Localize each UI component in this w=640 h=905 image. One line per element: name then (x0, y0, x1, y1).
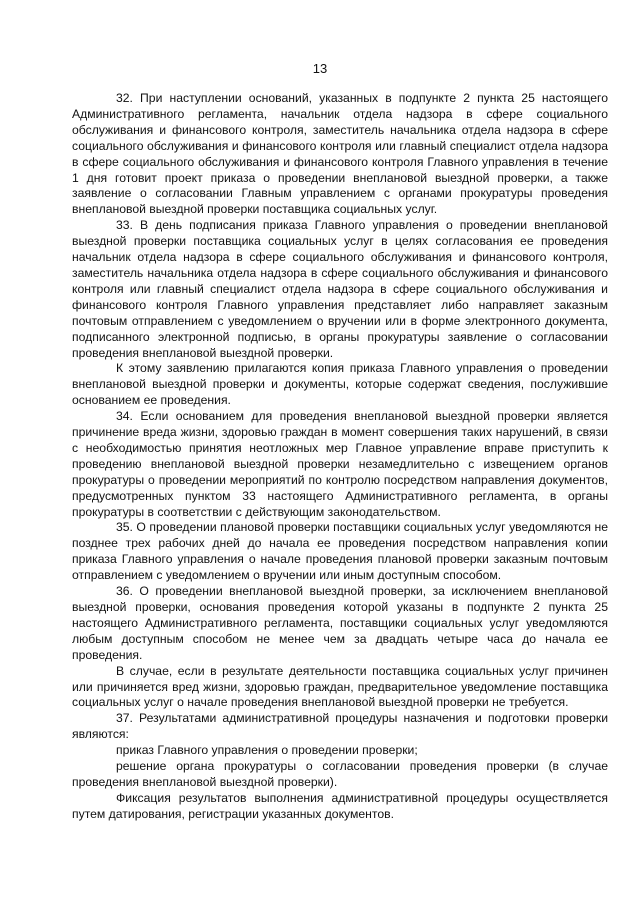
result-item-order: приказ Главного управления о проведении проверки; (116, 743, 418, 758)
paragraph-37: 37. Результатами административной процедуры назначения и подготовки проверки являются: (72, 711, 608, 742)
document-body (72, 91, 608, 823)
page-number: 13 (312, 61, 328, 76)
paragraph-33-attachment: К этому заявлению прилагаются копия приказа Главного управления о проведении внеплановой выездной проверки и документы, которые содержат сведения, послужившие основанием ее проведения. (72, 361, 608, 408)
paragraph-33: 33. В день подписания приказа Главного управления о проведении внеплановой выездной проверки поставщика социальных услуг в целях согласования ее проведения начальник отдела надзора в сфере социального обслуживания и финансового контроля, заместитель начальника отдела надзора в сфере социального обслуживания и финансового контроля или главный специалист отдела надзора в сфере социального обслуживания и финансового контроля Главного управления представляет либо направляет заказным почтовым отправлением с уведомлением о вручении или в форме электронного документа, подписанного электронной подписью, в органы прокуратуры заявление о согласовании проведения внеплановой выездной проверки. (72, 218, 608, 360)
paragraph-32: 32. При наступлении оснований, указанных в подпункте 2 пункта 25 настоящего Административного регламента, начальник отдела надзора в сфере социального обслуживания и финансового контроля, заместитель начальника отдела надзора в сфере социального обслуживания и финансового контроля или главный специалист отдела надзора в сфере социального обслуживания и финансового контроля Главного управления в течение 1 дня готовит проект приказа о проведении внеплановой выездной проверки, а также заявление о согласовании Главным управлением с органами прокуратуры проведения внеплановой выездной проверки поставщика социальных услуг. (72, 91, 608, 217)
paragraph-36: 36. О проведении внеплановой выездной проверки, за исключением внеплановой выездной проверки, основания проведения которой указаны в подпункте 2 пункта 25 настоящего Административного регламента, поставщики социальных услуг уведомляются любым доступным способом не менее чем за двадцать четыре часа до начала ее проведения. (72, 584, 608, 662)
paragraph-36-exception: В случае, если в результате деятельности поставщика социальных услуг причинен или причиняется вред жизни, здоровью граждан, предварительное уведомление поставщика социальных услуг о начале проведения внеплановой выездной проверки не требуется. (72, 663, 608, 710)
paragraph-fixation: Фиксация результатов выполнения административной процедуры осуществляется путем датирования, регистрации указанных документов. (72, 790, 608, 821)
result-item-decision: решение органа прокуратуры о согласовании проведения проверки (в случае проведения внеплановой выездной проверки). (72, 759, 608, 789)
paragraph-34: 34. Если основанием для проведения внеплановой выездной проверки является причинение вреда жизни, здоровью граждан в момент совершения таких нарушений, в связи с необходимостью принятия неотложных мер Главное управление вправе приступить к проведению внеплановой выездной проверки незамедлительно с извещением органов прокуратуры о проведении мероприятий по контролю посредством направления документов, предусмотренных пунктом 33 настоящего Административного регламента, в органы прокуратуры в соответствии с действующим законодательством. (72, 409, 608, 519)
paragraph-35: 35. О проведении плановой проверки поставщики социальных услуг уведомляются не позднее трех рабочих дней до начала ее проведения посредством направления копии приказа Главного управления о начале проведения плановой проверки заказным почтовым отправлением с уведомлением о вручении или иным доступным способом. (72, 520, 608, 583)
